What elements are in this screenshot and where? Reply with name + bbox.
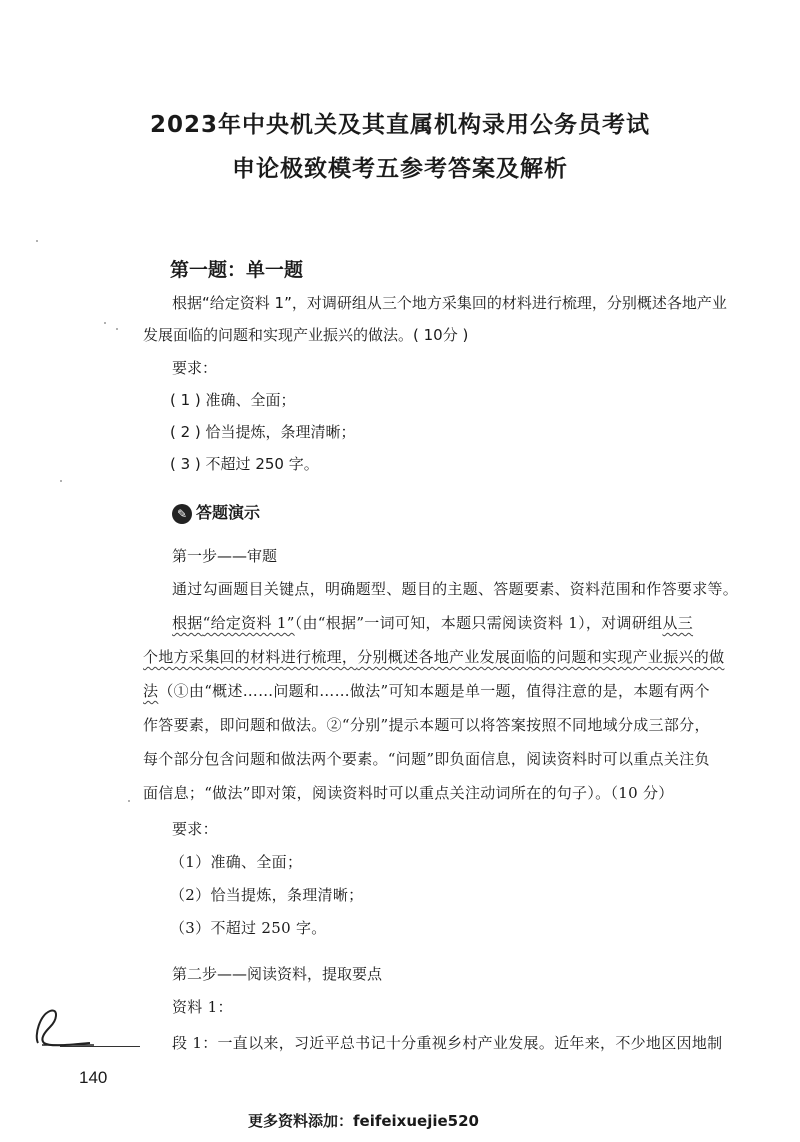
demo-heading-row: [172, 500, 260, 524]
scan-speck: [60, 480, 62, 482]
requirement-item-3: ( 3 ) 不超过 250 字。: [170, 455, 319, 473]
analysis-keyword-genju: 根据: [172, 614, 203, 632]
material-label: 资料 1：: [172, 998, 233, 1016]
requirement-item-1: ( 1 ) 准确、全面；: [170, 391, 296, 409]
analysis-line5: 每个部分包含问题和做法两个要素。“问题”即负面信息，阅读资料时可以重点关注负: [143, 750, 710, 768]
document-title-line2: 申论极致模考五参考答案及解析: [232, 156, 568, 182]
pen-scribble-icon: [28, 1005, 98, 1050]
demo-requirements-label: 要求：: [172, 820, 218, 838]
analysis-keyword-line3: 法: [143, 682, 159, 700]
analysis-line4: 作答要素，即问题和做法。②“分别”提示本题可以将答案按照不同地域分成三部分，: [143, 716, 710, 734]
scan-speck: [104, 322, 106, 324]
demo-heading: 答题演示: [196, 503, 261, 522]
analysis-keyword-line2b: 分别概述各地产业发展面临的问题和实现产业振兴的做: [357, 648, 725, 666]
footer-contact: 更多资料添加：feifeixuejie520: [248, 1112, 479, 1130]
answer-badge-icon: ✎: [172, 504, 192, 524]
step1-intro: 通过勾画题目关键点，明确题型、题目的主题、答题要素、资料范围和作答要求等。: [172, 580, 739, 598]
question-prompt-line2: 发展面临的问题和实现产业振兴的做法。( 10分 ): [143, 326, 469, 344]
analysis-line3-text: （①由“概述……问题和……做法”可知本题是单一题，值得注意的是，本题有两个: [158, 682, 710, 700]
material-paragraph-1: 段 1：一直以来，习近平总书记十分重视乡村产业发展。近年来，不少地区因地制: [172, 1034, 723, 1052]
step1-heading: 第一步——审题: [172, 547, 278, 565]
scan-speck: [116, 328, 118, 330]
demo-requirement-item-3: （3）不超过 250 字。: [170, 919, 327, 937]
step2-heading: 第二步——阅读资料，提取要点: [172, 965, 383, 983]
analysis-line6: 面信息；“做法”即对策，阅读资料时可以重点关注动词所在的句子）。（10 分）: [143, 784, 674, 802]
analysis-keyword-line2a: 个地方采集回的材料进行梳理，: [143, 648, 358, 666]
analysis-line1-text: （由“根据”一词可知，本题只需阅读资料 1），对调研组: [294, 614, 663, 632]
document-title-line1: 2023年中央机关及其直属机构录用公务员考试: [149, 112, 650, 138]
analysis-keyword-line1-end: 从三: [662, 614, 694, 632]
scan-speck: [128, 800, 130, 802]
analysis-line2: [143, 646, 724, 667]
page-number: 140: [79, 1068, 108, 1087]
analysis-line3: [143, 680, 710, 701]
requirement-item-2: ( 2 ) 恰当提炼，条理清晰；: [170, 423, 356, 441]
requirements-label: 要求：: [172, 359, 218, 377]
demo-requirement-item-1: （1）准确、全面；: [170, 853, 303, 871]
analysis-keyword-material: “给定资料 1”: [202, 614, 295, 632]
notes-rule: [60, 1046, 140, 1047]
analysis-line1: [172, 612, 693, 633]
question-prompt-line1: 根据“给定资料 1”，对调研组从三个地方采集回的材料进行梳理，分别概述各地产业: [172, 294, 727, 312]
scan-speck: [36, 240, 38, 242]
demo-requirement-item-2: （2）恰当提炼，条理清晰；: [170, 886, 364, 904]
question-heading: 第一题：单一题: [170, 259, 304, 281]
